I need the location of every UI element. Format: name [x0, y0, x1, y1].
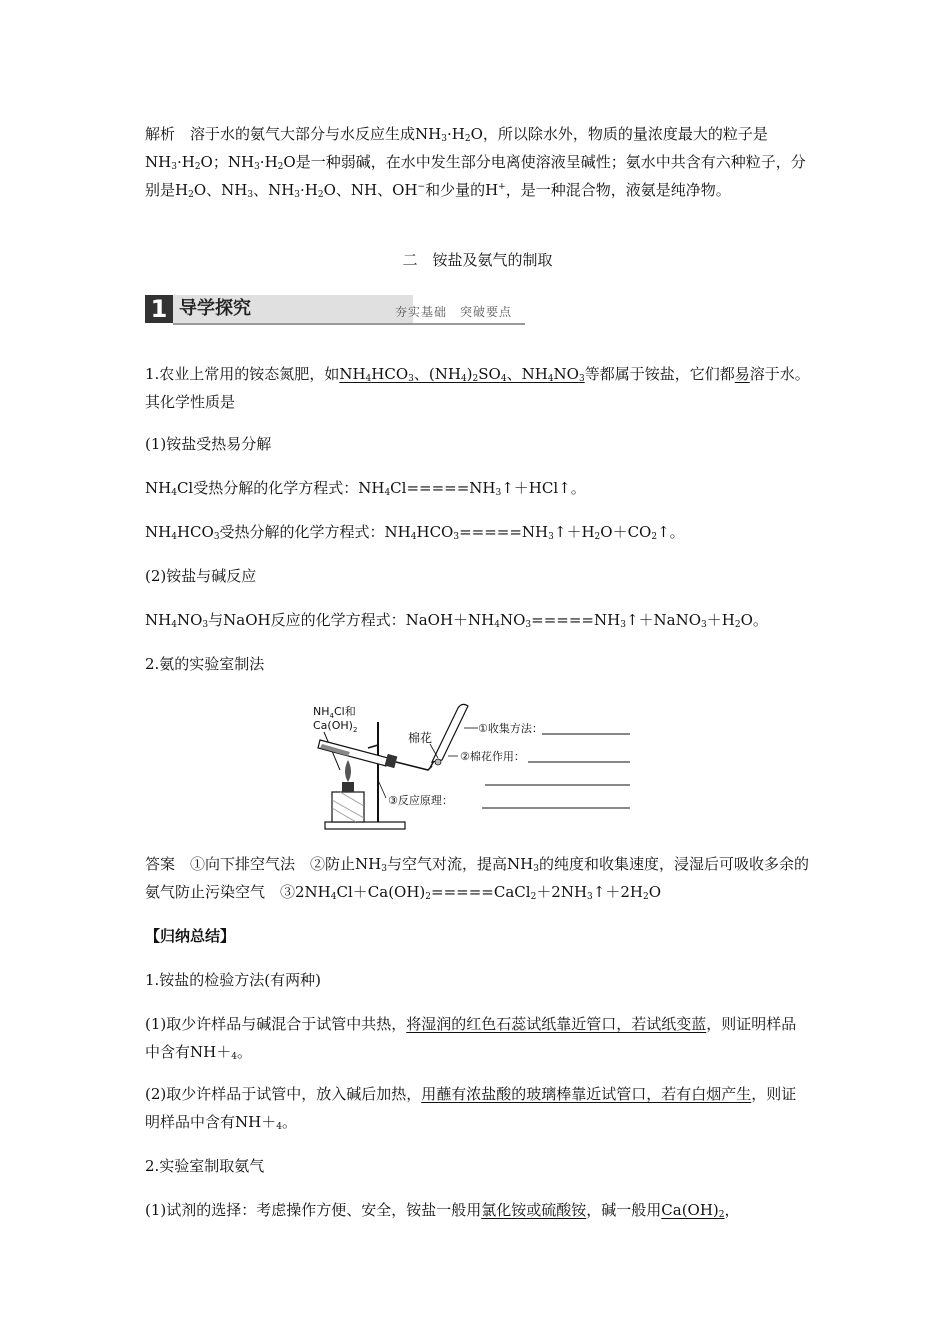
section-title: 二 铵盐及氨气的制取 [402, 251, 553, 269]
banner-subtitle: 夯实基础 突破要点 [395, 305, 513, 319]
question-2-label: ②棉花作用： [460, 750, 525, 763]
summary-2: 2.实验室制取氨气 [145, 1157, 265, 1175]
summary-1: 1.铵盐的检验方法(有两种) [145, 971, 322, 989]
item-1-2: (2)铵盐与碱反应 [145, 567, 257, 585]
cotton-label: 棉花 [408, 731, 433, 745]
apparatus-figure [310, 700, 640, 835]
equation-nh4hco3: $NH_4HCO_3$受热分解的化学方程式：$NH_4HCO_3=====NH_3↑+H_2O+CO_2↑$。 [145, 523, 685, 542]
guide-banner [145, 295, 525, 325]
question-1-label: ①收集方法： [478, 722, 543, 735]
banner-number: 1 [145, 295, 173, 323]
question-3-label: ③反应原理： [388, 794, 453, 807]
summary-1-1: (1)取少许样品与碱混合于试管中共热，将湿润的红色石蕊试纸靠近管口，若试纸变蓝，则证明样品中含有$NH+_4$。 [145, 1015, 797, 1062]
equation-nh4cl: $NH_4Cl$受热分解的化学方程式：$NH_4Cl=====NH_3↑+HCl↑$。 [145, 479, 586, 498]
banner-title-bg [173, 295, 413, 323]
summary-1-2: (2)取少许样品于试管中，放入碱后加热，用蘸有浓盐酸的玻璃棒靠近试管口，若有白烟产生，则证明样品中含有$NH+_4$。 [145, 1085, 797, 1132]
item-2: 2.氨的实验室制法 [145, 655, 265, 673]
fertilizer-examples: $NH_4HCO_3$、$(NH_4)_2SO_4$、$NH_4NO_3$ [339, 365, 585, 384]
item-1-paragraph: 1.农业上常用的铵态氮肥，如$NH_4HCO_3$、$(NH_4)_2SO_4$、$NH_4NO_3$等都属于铵盐，它们都易溶于水。其化学性质是 [145, 365, 810, 411]
apparatus-diagram [310, 700, 640, 835]
item-1-1: (1)铵盐受热易分解 [145, 435, 272, 453]
reagent-label-line1: $NH_4Cl$和 [313, 705, 356, 720]
analysis-paragraph: 解析 溶于水的氨气大部分与水反应生成$NH_3\cdot H_2O$，所以除水外，物质的量浓度最大的粒子是$NH_3\cdot H_2O$；$NH_3\cdot H_2O$是一种弱碱，在水中发生部分电离使溶液呈碱性；氨水中共含有六种粒子，分别是$H_2O$、$NH_3$、$NH_3\cdot H_2O$、NH、OH−和少量的H+，是一种混合物，液氨是纯净物。 [145, 125, 806, 200]
banner-title: 导学探究 [179, 298, 251, 319]
summary-2-1: (1)试剂的选择：考虑操作方便、安全，铵盐一般用氯化铵或硫酸铵，碱一般用$Ca(OH)_2$， [145, 1201, 740, 1220]
answer-paragraph: 答案 ①向下排空气法 ②防止$NH_3$与空气对流，提高$NH_3$的纯度和收集速度，浸湿后可吸收多余的氨气防止污染空气 $③2NH_4Cl+Ca(OH)_2=====CaCl_2+2NH_3↑+2H_2O$ [145, 855, 809, 902]
reagent-label-line2: $Ca(OH)_2$ [313, 719, 358, 734]
banner-underline [173, 323, 525, 325]
summary-title: 【归纳总结】 [145, 927, 236, 945]
equation-nh4no3: $NH_4NO_3$与NaOH反应的化学方程式：$NaOH+NH_4NO_3=====NH_3↑+NaNO_3+H_2O$。 [145, 611, 768, 630]
